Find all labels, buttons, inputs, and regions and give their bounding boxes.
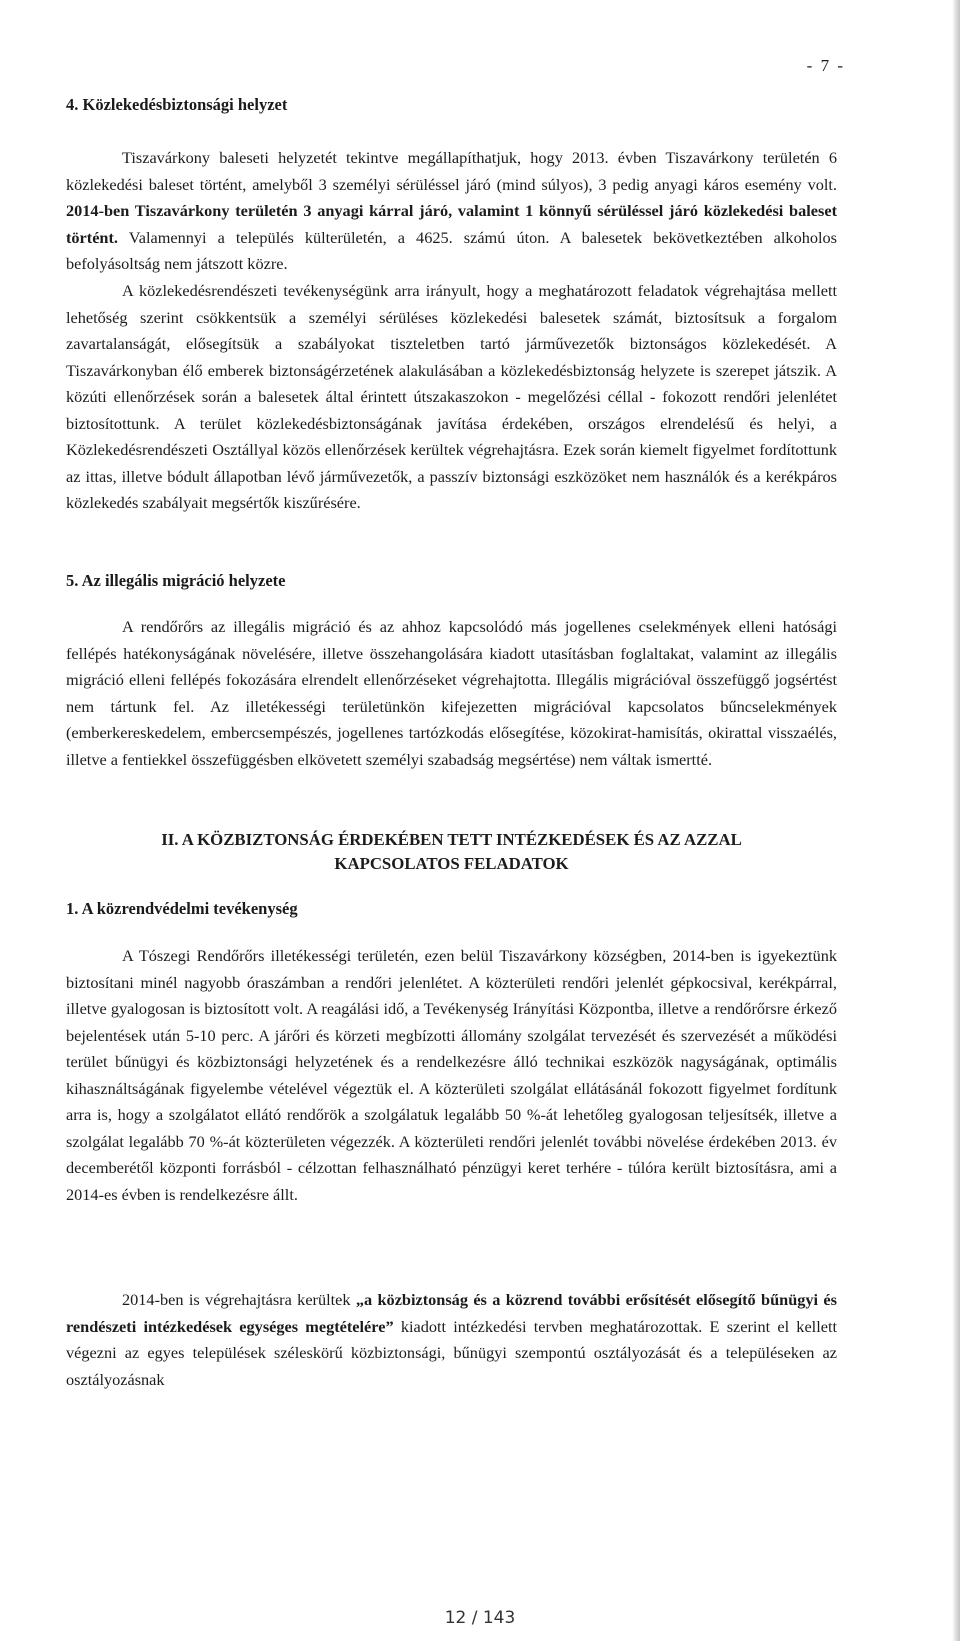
s4-p1-bold: 2014-ben Tiszavárkony területén 3 anyagi kárral járó, valamint 1 könnyű sérüléssel járó közlekedési baleset történt.: [66, 201, 837, 247]
s5-p1-text: A rendőrőrs az illegális migráció és az ahhoz kapcsolódó más jogellenes cselekmények elleni hatósági fellépés hatékonyságának növelésére, illetve összehangolására kiadott utasításban foglaltakat, valamint az illegális migráció elleni fellépés fokozására elrendelt ellenőrzéseket végrehajtotta. Illegális migrációval összefüggő jogsértést nem tártunk fel. Az illetékességi területünkön kifejezetten migrációval kapcsolatos bűncselekmények (emberkereskedelem, embercsempészés, jogellenes tartózkodás elősegítése, közokirat-hamisítás, okirattal visszaélés, illetve a fentiekkel összefüggésben elkövetett személyi szabadság megsértése) nem váltak ismertté.: [66, 617, 837, 769]
part-2-title-line-1: II. A KÖZBIZTONSÁG ÉRDEKÉBEN TETT INTÉZKEDÉSEK ÉS AZ AZZAL: [161, 830, 742, 849]
section-4-title: 4. Közlekedésbiztonsági helyzet: [66, 95, 288, 114]
section-1-paragraph-1: [66, 943, 837, 1208]
s4-p1-text-c: Valamennyi a település külterületén, a 4625. számú úton. A balesetek bekövetkeztében alkoholos befolyásoltság nem játszott közre.: [66, 227, 837, 273]
part-2-title: [66, 828, 837, 876]
s1-p2-text-a: 2014-ben is végrehajtásra kerültek: [122, 1290, 356, 1309]
page-number-top: - 7 -: [806, 56, 845, 75]
s1-p1-text: A Tószegi Rendőrőrs illetékességi területén, ezen belül Tiszavárkony községben, 2014-ben is igyekeztünk biztosítani minél nagyobb óraszámban a rendőri jelenlétet. A közterületi rendőri jelenlét gépkocsival, kerékpárral, illetve gyalogosan is biztosított volt. A reagálási idő, a Tevékenység Irányítási Központba, illetve a rendőrőrsre érkező bejelentések után 5-10 perc. A járőri és körzeti megbízotti állomány szolgálat tervezését és szervezését a működési terület bűnügyi és közbiztonsági helyzetének és a rendelkezésre álló technikai eszközök nagyságának, optimális kihasználtságának figyelembe vételével végeztük el. A közterületi szolgálat ellátásánál fokozott figyelmet fordítunk arra is, hogy a szolgálatot ellátó rendőrök a szolgálatuk legalább 50 %-át lehetőleg gyalogosan teljesítsék, illetve a szolgálat legalább 70 %-át közterületen végezzék. A közterületi rendőri jelenlét további növelése érdekében 2013. év decemberétől központi forrásból - célzottan felhasználható pénzügyi keret terhére - túlóra került biztosításra, ami a 2014-es évben is rendelkezésre állt.: [66, 946, 837, 1204]
section-5-paragraph-1: [66, 614, 837, 773]
section-1-paragraph-2: [66, 1287, 837, 1393]
document-page: [66, 0, 845, 1641]
section-1-title: 1. A közrendvédelmi tevékenység: [66, 899, 298, 918]
s4-p2-text: A közlekedésrendészeti tevékenységünk arra irányult, hogy a meghatározott feladatok végrehajtása mellett lehetőség szerint csökkentsük a személyi sérüléses közlekedési balesetek számát, biztosítsuk a forgalom zavartalanságát, elősegítsük a szabályokat tiszteletben tartó járművezetők biztonságos közlekedését. A Tiszavárkonyban élő emberek biztonságérzetének alakulásában a közlekedésbiztonság helyzete is szerepet játszik. A közúti ellenőrzések során a balesetek által érintett útszakaszokon - megelőzési céllal - fokozott rendőri jelenlétet biztosítottunk. A terület közlekedésbiztonságának javítása érdekében, országos elrendelésű és helyi, a Közlekedésrendészeti Osztállyal közös ellenőrzések kerültek végrehajtásra. Ezek során kiemelt figyelmet fordítottunk az ittas, illetve bódult állapotban lévő járművezetők, a passzív biztonsági eszközöket nem használók és a kerékpáros közlekedés szabályait megsértők kiszűrésére.: [66, 281, 837, 512]
part-2-title-line-2: KAPCSOLATOS FELADATOK: [334, 854, 569, 873]
s1-p2-text-c: kiadott intézkedési tervben meghatározottak. E szerint el kellett végezni az egyes települések széleskörű közbiztonsági, bűnügyi szempontú osztályozását és a településeken az osztályozásnak: [66, 1316, 837, 1389]
section-4-paragraph-1: [66, 145, 837, 278]
scan-edge-shadow: [952, 0, 960, 1641]
s4-p1-text-a: Tiszavárkony baleseti helyzetét tekintve megállapíthatjuk, hogy 2013. évben Tiszavárkony területén 6 közlekedési baleset történt, amelyből 3 személyi sérüléssel járó (mind súlyos), 3 pedig anyagi káros esemény volt.: [66, 148, 837, 194]
section-4-paragraph-2: [66, 278, 837, 517]
s1-p2-bold: „a közbiztonság és a közrend további erősítését elősegítő bűnügyi és rendészeti intézkedések egységes megtételére”: [66, 1290, 837, 1336]
section-5-title: 5. Az illegális migráció helyzete: [66, 571, 286, 590]
page-counter: 12 / 143: [444, 1608, 516, 1628]
